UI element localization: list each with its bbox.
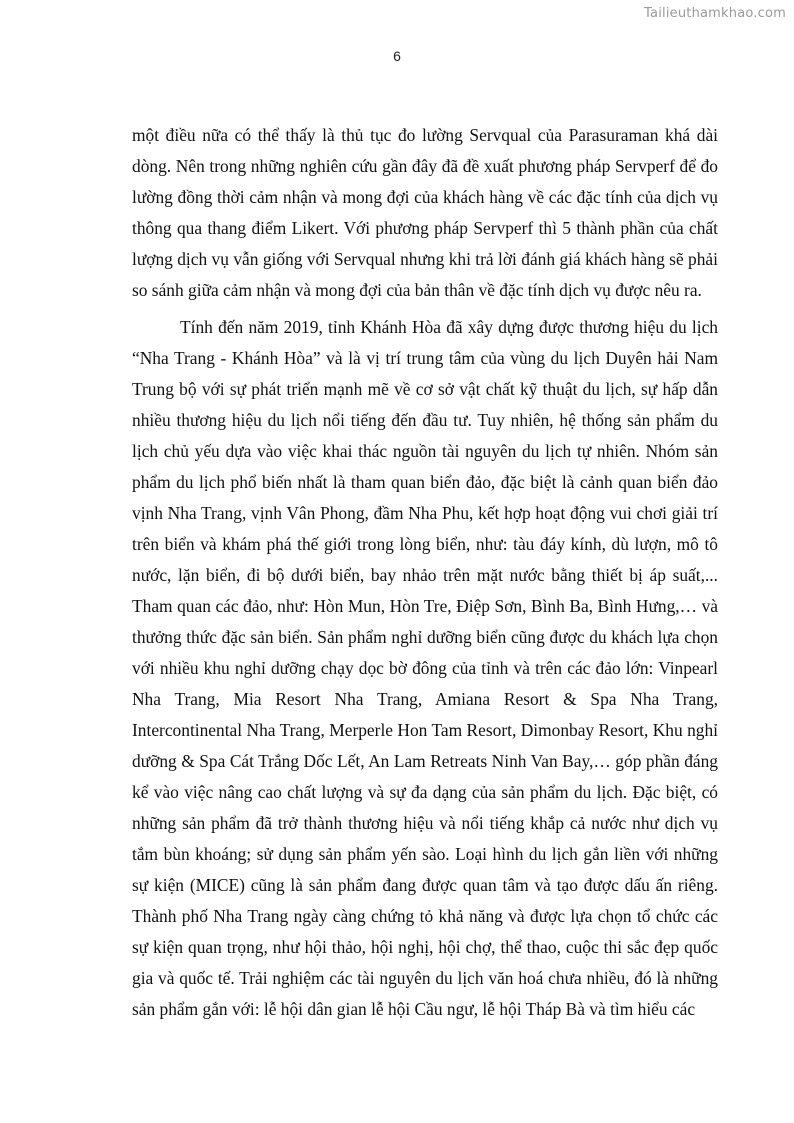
- page-number: 6: [393, 48, 401, 64]
- paragraph-servperf: một điều nữa có thể thấy là thủ tục đo lường Servqual của Parasuraman khá dài dòng. Nên trong những nghiên cứu gần đây đã đề xuất phương pháp Servperf để đo lường đồng thời cảm nhận và mong đợi của khách hàng về các đặc tính của dịch vụ thông qua thang điểm Likert. Với phương pháp Servperf thì 5 thành phần của chất lượng dịch vụ vẫn giống với Servqual nhưng khi trả lời đánh giá khách hàng sẽ phải so sánh giữa cảm nhận và mong đợi của bản thân về đặc tính dịch vụ được nêu ra.: [132, 125, 718, 300]
- document-body: [132, 120, 718, 1025]
- paragraph-khanh-hoa-tourism: Tính đến năm 2019, tỉnh Khánh Hòa đã xây dựng được thương hiệu du lịch “Nha Trang - Khánh Hòa” và là vị trí trung tâm của vùng du lịch Duyên hải Nam Trung bộ với sự phát triển mạnh mẽ về cơ sở vật chất kỹ thuật du lịch, sự hấp dẫn nhiều thương hiệu du lịch nổi tiếng đến đầu tư. Tuy nhiên, hệ thống sản phẩm du lịch chủ yếu dựa vào việc khai thác nguồn tài nguyên du lịch tự nhiên. Nhóm sản phẩm du lịch phổ biến nhất là tham quan biển đảo, đặc biệt là cảnh quan biển đảo vịnh Nha Trang, vịnh Vân Phong, đầm Nha Phu, kết hợp hoạt động vui chơi giải trí trên biển và khám phá thế giới trong lòng biển, như: tàu đáy kính, dù lượn, mô tô nước, lặn biển, đi bộ dưới biển, bay nhảo trên mặt nước bằng thiết bị áp suất,... Tham quan các đảo, như: Hòn Mun, Hòn Tre, Điệp Sơn, Bình Ba, Bình Hưng,… và thưởng thức đặc sản biển. Sản phẩm nghỉ dưỡng biển cũng được du khách lựa chọn với nhiều khu nghỉ dưỡng chạy dọc bờ đông của tỉnh và trên các đảo lớn: Vinpearl Nha Trang, Mia Resort Nha Trang, Amiana Resort & Spa Nha Trang, Intercontinental Nha Trang, Merperle Hon Tam Resort, Dimonbay Resort, Khu nghỉ dưỡng & Spa Cát Trắng Dốc Lết, An Lam Retreats Ninh Van Bay,… góp phần đáng kể vào việc nâng cao chất lượng và sự đa dạng của sản phẩm du lịch. Đặc biệt, có những sản phẩm đã trở thành thương hiệu và nổi tiếng khắp cả nước như dịch vụ tắm bùn khoáng; sử dụng sản phẩm yến sào. Loại hình du lịch gắn liền với những sự kiện (MICE) cũng là sản phẩm đang được quan tâm và tạo được dấu ấn riêng. Thành phố Nha Trang ngày càng chứng tỏ khả năng và được lựa chọn tổ chức các sự kiện quan trọng, như hội thảo, hội nghị, hội chợ, thể thao, cuộc thi sắc đẹp quốc gia và quốc tế. Trải nghiệm các tài nguyên du lịch văn hoá chưa nhiều, đó là những sản phẩm gắn với: lễ hội dân gian lễ hội Cầu ngư, lễ hội Tháp Bà và tìm hiểu các: [132, 317, 718, 1019]
- watermark: Tailieuthamkhao.com: [644, 6, 786, 21]
